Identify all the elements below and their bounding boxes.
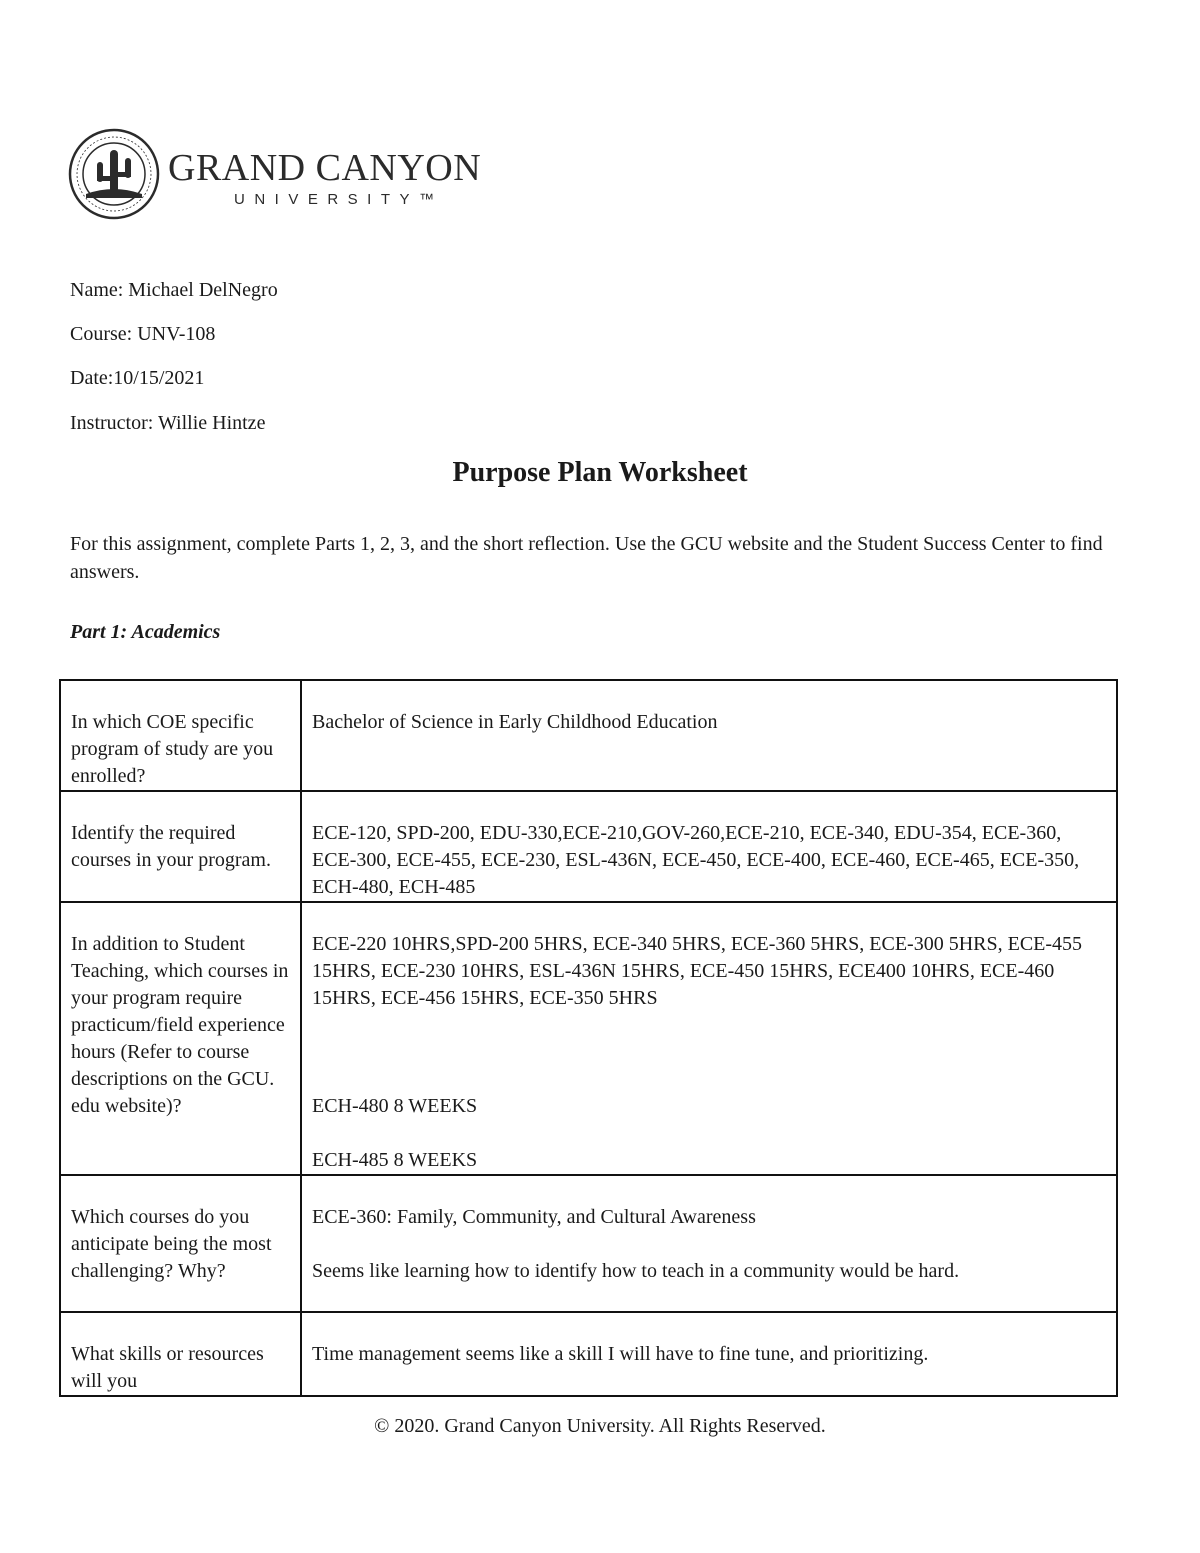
table-row — [60, 680, 1117, 791]
question-cell: What skills or resources will you — [60, 1312, 301, 1396]
academics-table — [59, 679, 1118, 1397]
logo-subtitle: UNIVERSITY™ — [234, 191, 444, 208]
answer-cell: ECE-120, SPD-200, EDU-330,ECE-210,GOV-260,ECE-210, ECE-340, EDU-354, ECE-360, ECE-300, ECE-455, ECE-230, ESL-436N, ECE-450, ECE-400, ECE-460, ECE-465, ECE-350, ECH-480, ECH-485 — [301, 791, 1117, 902]
logo-wordmark: GRAND CANYON — [168, 147, 482, 189]
answer-text: Seems like learning how to identify how to teach in a community would be hard. — [312, 1260, 960, 1282]
table-row — [60, 1312, 1117, 1396]
copyright-footer: © 2020. Grand Canyon University. All Rights Reserved. — [374, 1415, 826, 1437]
answer-text: ECE-220 10HRS,SPD-200 5HRS, ECE-340 5HRS, ECE-360 5HRS, ECE-300 5HRS, ECE-455 15HRS, ECE-230 10HRS, ESL-436N 15HRS, ECE-450 15HRS, ECE400 10HRS, ECE-460 15HRS, ECE-456 15HRS, ECE-350 5HRS — [312, 933, 1083, 1009]
question-cell: Which courses do you anticipate being the most challenging? Why? — [60, 1175, 301, 1312]
student-name: Name: Michael DelNegro — [70, 279, 278, 301]
instructor-info: Instructor: Willie Hintze — [70, 412, 266, 434]
course-info: Course: UNV-108 — [70, 323, 216, 345]
question-cell: In addition to Student Teaching, which courses in your program require practicum/field experience hours (Refer to course descriptions on the GCU. edu website)? — [60, 902, 301, 1175]
intro-paragraph: For this assignment, complete Parts 1, 2, 3, and the short reflection. Use the GCU website and the Student Success Center to find answers. — [70, 533, 1103, 583]
answer-cell: Time management seems like a skill I will have to fine tune, and prioritizing. — [301, 1312, 1117, 1396]
answer-text: ECH-480 8 WEEKS — [312, 1095, 478, 1117]
question-cell: In which COE specific program of study are you enrolled? — [60, 680, 301, 791]
part-1-heading: Part 1: Academics — [70, 621, 221, 643]
gcu-logo — [68, 128, 488, 218]
saguaro-cactus-seal-icon — [68, 128, 160, 220]
answer-cell: Bachelor of Science in Early Childhood Education — [301, 680, 1117, 791]
question-cell: Identify the required courses in your program. — [60, 791, 301, 902]
answer-text: ECH-485 8 WEEKS — [312, 1149, 478, 1171]
table-row — [60, 791, 1117, 902]
answer-text: ECE-360: Family, Community, and Cultural Awareness — [312, 1206, 756, 1228]
table-row — [60, 902, 1117, 1175]
answer-cell — [301, 902, 1117, 1175]
table-row — [60, 1175, 1117, 1312]
document-title: Purpose Plan Worksheet — [452, 457, 748, 488]
answer-cell — [301, 1175, 1117, 1312]
date-info: Date:10/15/2021 — [70, 367, 205, 389]
